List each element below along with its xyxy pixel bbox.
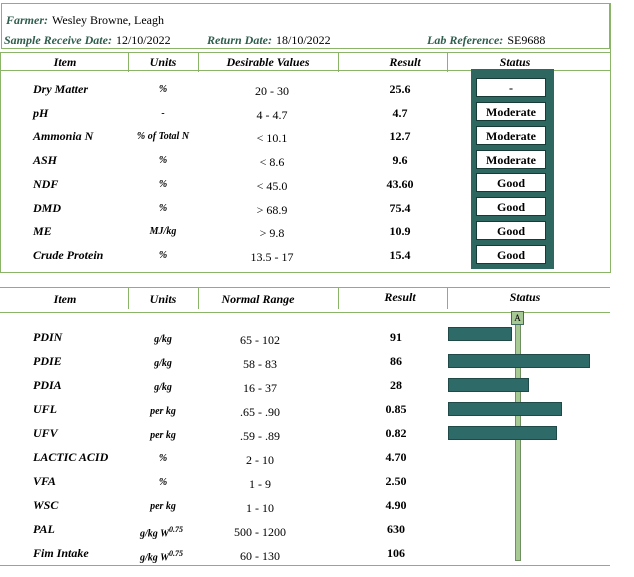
return-date-label: Return Date: <box>207 33 273 47</box>
t2-range: .59 - .89 <box>240 429 280 443</box>
t2-col-range: Normal Range <box>221 292 295 306</box>
status-badge: Good <box>476 197 546 216</box>
t2-result: 106 <box>387 546 405 560</box>
t1-desirable: < 45.0 <box>256 179 288 193</box>
t1-col-item: Item <box>53 55 77 69</box>
table2-col-divider <box>447 287 448 309</box>
status-axis-cap: A <box>511 311 524 325</box>
status-bar-pdie <box>448 354 590 368</box>
t2-range: 16 - 37 <box>243 381 277 395</box>
t2-col-result: Result <box>384 290 416 304</box>
receive-date-label: Sample Receive Date: <box>4 33 112 47</box>
t2-unit-text: g/kg W <box>140 528 169 540</box>
t2-range: 2 - 10 <box>246 453 274 467</box>
t2-unit-exponent: 0.75 <box>169 549 183 558</box>
t2-item: LACTIC ACID <box>33 450 109 464</box>
status-badge: Moderate <box>476 150 546 169</box>
t1-unit: % <box>158 155 168 166</box>
t2-unit <box>140 549 183 563</box>
t1-desirable: > 68.9 <box>256 203 288 217</box>
t2-range: 60 - 130 <box>240 549 280 563</box>
t2-item: Fim Intake <box>33 546 89 560</box>
t1-item: ME <box>33 224 52 238</box>
t1-item: DMD <box>33 201 62 215</box>
t2-unit: g/kg <box>154 382 172 393</box>
t2-range: 1 - 10 <box>246 501 274 515</box>
t2-col-status: Status <box>509 290 541 304</box>
table2-bottom-rule <box>0 565 610 566</box>
return-date <box>207 31 331 49</box>
t2-unit: % <box>158 453 168 464</box>
t2-item: PDIE <box>33 354 62 368</box>
t2-unit-text: g/kg W <box>140 552 169 564</box>
farmer-value: Wesley Browne, Leagh <box>52 13 164 27</box>
status-bar-ufl <box>448 402 562 416</box>
t2-unit: g/kg <box>154 358 172 369</box>
t1-result: 9.6 <box>392 153 408 167</box>
t1-unit: % of Total N <box>136 131 190 142</box>
table1-top-rule <box>0 52 610 53</box>
table1-col-divider <box>447 52 448 72</box>
t2-result: 630 <box>387 522 405 536</box>
t1-col-status: Status <box>499 55 531 69</box>
t1-item: Dry Matter <box>33 82 88 96</box>
lab-reference <box>427 31 545 49</box>
t2-result: 0.82 <box>385 426 407 440</box>
t2-col-units: Units <box>149 292 177 306</box>
t1-item: Ammonia N <box>33 129 94 143</box>
t1-unit: % <box>158 84 168 95</box>
t2-result: 28 <box>390 378 402 392</box>
receive-date <box>4 31 171 49</box>
farmer-line <box>6 11 164 29</box>
t1-col-result: Result <box>389 55 421 69</box>
t2-item: VFA <box>33 474 56 488</box>
status-badge: Good <box>476 245 546 264</box>
t1-unit: MJ/kg <box>149 226 177 237</box>
t1-item: ASH <box>33 153 58 167</box>
t2-unit-exponent: 0.75 <box>169 525 183 534</box>
t1-result: 75.4 <box>389 201 411 215</box>
status-badge: Moderate <box>476 126 546 145</box>
t1-desirable: < 10.1 <box>256 131 288 145</box>
t1-item: NDF <box>33 177 59 191</box>
lab-reference-label: Lab Reference: <box>427 33 504 47</box>
t1-result: 4.7 <box>392 106 408 120</box>
t2-range: 1 - 9 <box>249 477 271 491</box>
t2-item: WSC <box>33 498 59 512</box>
t2-result: 0.85 <box>385 402 407 416</box>
t1-result: 10.9 <box>389 224 411 238</box>
table1-left-border <box>0 52 1 273</box>
t1-unit: % <box>158 179 168 190</box>
t2-item: PDIN <box>33 330 63 344</box>
status-bar-pdin <box>448 327 512 341</box>
t2-range: .65 - .90 <box>240 405 280 419</box>
table1-right-border <box>610 3 611 273</box>
receive-date-value: 12/10/2022 <box>115 33 171 47</box>
status-bar-ufv <box>448 426 557 440</box>
t1-col-desirable: Desirable Values <box>226 55 310 69</box>
t1-unit: % <box>158 203 168 214</box>
t2-range: 500 - 1200 <box>234 525 286 539</box>
t1-result: 43.60 <box>386 177 414 191</box>
t1-item: Crude Protein <box>33 248 104 262</box>
t1-unit: % <box>158 250 168 261</box>
t2-unit: g/kg <box>154 334 172 345</box>
t2-unit: % <box>158 477 168 488</box>
table1-bottom-rule <box>0 272 610 273</box>
return-date-value: 18/10/2022 <box>276 33 331 47</box>
t1-unit: - <box>161 108 165 119</box>
t2-range: 65 - 102 <box>240 333 280 347</box>
t2-result: 4.70 <box>385 450 407 464</box>
t2-item: PDIA <box>33 378 62 392</box>
status-badge: Moderate <box>476 102 546 121</box>
t2-item: PAL <box>33 522 55 536</box>
table1-col-divider <box>338 52 339 72</box>
t1-desirable: 13.5 - 17 <box>250 250 294 264</box>
t1-item: pH <box>33 106 49 120</box>
t2-result: 4.90 <box>385 498 407 512</box>
t2-result: 2.50 <box>385 474 407 488</box>
t2-unit <box>140 525 183 539</box>
t1-col-units: Units <box>149 55 177 69</box>
status-badge: - <box>476 78 546 97</box>
t2-col-item: Item <box>53 292 77 306</box>
t1-result: 15.4 <box>389 248 411 262</box>
t2-result: 86 <box>390 354 402 368</box>
lab-reference-value: SE9688 <box>507 33 546 47</box>
t2-result: 91 <box>390 330 402 344</box>
status-bar-pdia <box>448 378 529 392</box>
table2-top-rule <box>0 287 610 288</box>
status-panel <box>471 69 554 269</box>
t2-item: UFL <box>33 402 57 416</box>
t1-result: 25.6 <box>389 82 411 96</box>
t1-result: 12.7 <box>389 129 411 143</box>
status-badge: Good <box>476 221 546 240</box>
t2-unit: per kg <box>150 430 176 441</box>
t2-unit: per kg <box>150 501 176 512</box>
t2-item: UFV <box>33 426 58 440</box>
t1-desirable: < 8.6 <box>259 155 285 169</box>
t1-desirable: 20 - 30 <box>255 84 289 98</box>
t2-range: 58 - 83 <box>243 357 277 371</box>
t1-desirable: 4 - 4.7 <box>256 108 288 122</box>
t1-desirable: > 9.8 <box>259 226 285 240</box>
status-badge: Good <box>476 173 546 192</box>
table2-col-divider <box>338 287 339 309</box>
farmer-label: Farmer: <box>6 13 48 27</box>
t2-unit: per kg <box>150 406 176 417</box>
